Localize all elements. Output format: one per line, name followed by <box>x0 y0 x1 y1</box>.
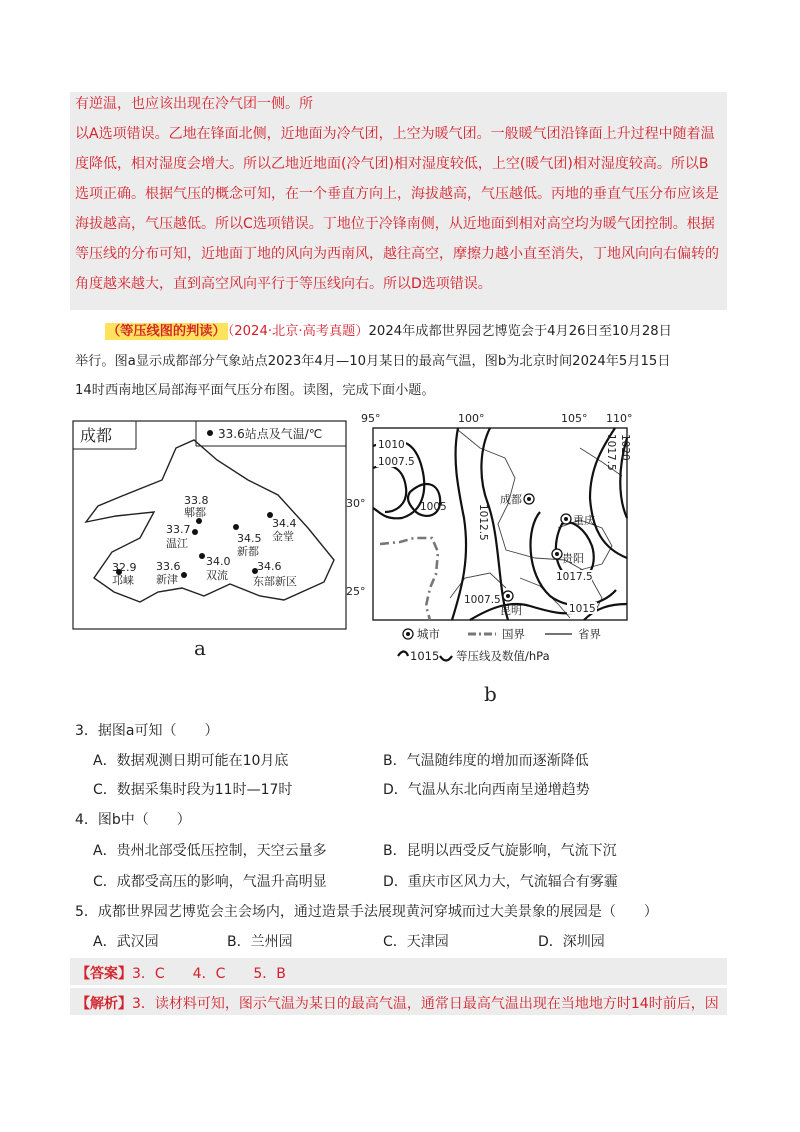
station-temp: 32.9 <box>112 561 137 574</box>
explanation-line: 度降低，相对湿度会增大。所以乙地近地面(冷气团)相对湿度较低，上空(暖气团)相对湿度较高。所以B <box>75 156 709 172</box>
question-3-option-b[interactable]: B．气温随纬度的增加而逐渐降低 <box>383 753 589 769</box>
city-name: 重庆 <box>573 514 595 527</box>
station-name: 新津 <box>156 573 178 586</box>
map-b-caption: b <box>484 682 497 706</box>
station-temp: 34.5 <box>237 532 262 545</box>
explanation-line: 角度越来越大，直到高空风向平行于等压线向右。所以D选项错误。 <box>75 276 492 292</box>
station-name: 双流 <box>206 569 228 582</box>
station-temp: 33.7 <box>166 523 191 536</box>
station-name: 东部新区 <box>253 575 297 588</box>
isobar-label: 1012.5 <box>477 504 489 541</box>
explanation-line: 以A选项错误。乙地在锋面北侧，近地面为冷气团，上空为暖气团。一般暖气团沿锋面上升过程中随着温 <box>75 126 715 142</box>
legend-isobar: 等压线及数值/hPa <box>456 649 550 663</box>
question-4-stem: 4．图b中（ ） <box>75 812 191 828</box>
station-temp: 34.6 <box>257 560 282 573</box>
answer-line <box>76 963 286 983</box>
isobar-label: 1017.5 <box>556 571 593 583</box>
intro-line-2: 举行。图a显示成都部分气象站点2023年4月—10月某日的最高气温，图b为北京时间2024年5月15日 <box>75 354 671 369</box>
city-name: 贵阳 <box>562 552 584 565</box>
legend-isobar-sample: 1015 <box>410 649 440 663</box>
question-5-stem: 5．成都世界园艺博览会主会场内，通过造景手法展现黄河穿城而过大美景象的展园是（ ） <box>75 904 658 920</box>
isobar-label: 1005 <box>420 501 447 513</box>
question-5-option-c[interactable]: C．天津园 <box>383 934 449 950</box>
station-name: 温江 <box>166 537 188 550</box>
lat-label: 25° <box>346 585 366 598</box>
lon-label: 95° <box>361 412 381 425</box>
explanation-line: 海拔越高，气压越低。所以C选项错误。丁地位于冷锋南侧，从近地面到相对高空均为暖气团控制。根据 <box>75 216 715 232</box>
map-b-legend <box>398 627 601 663</box>
lon-label: 100° <box>458 412 485 425</box>
question-4-option-b[interactable]: B．昆明以西受反气旋影响，气流下沉 <box>383 843 617 859</box>
city-name: 成都 <box>500 493 522 506</box>
station-name: 金堂 <box>272 530 294 543</box>
analysis-text: 3．读材料可知，图示气温为某日的最高气温，通常日最高气温出现在当地地方时14时前后，因 <box>132 996 719 1012</box>
intro-line-3: 14时西南地区局部海平面气压分布图。读图，完成下面小题。 <box>75 383 435 398</box>
map-a-title: 成都 <box>80 426 113 445</box>
station-temp: 33.8 <box>184 494 209 507</box>
map-b-isobar <box>340 408 740 708</box>
intro-line-1 <box>105 320 672 339</box>
station-name: 新都 <box>237 545 259 558</box>
isobar-label: 1017.5 <box>605 434 617 471</box>
question-3-stem: 3．据图a可知（ ） <box>75 723 219 739</box>
lon-label: 110° <box>606 412 633 425</box>
station-temp: 34.4 <box>272 517 297 530</box>
station-temp: 33.6 <box>156 560 181 573</box>
city-name: 昆明 <box>500 604 522 617</box>
isobar-label: 1007.5 <box>378 456 415 468</box>
question-4-option-d[interactable]: D．重庆市区风力大，气流辐合有雾霾 <box>383 874 618 890</box>
station-name: 郫都 <box>184 506 206 519</box>
analysis-label: 【解析】 <box>76 996 132 1012</box>
answer-text: 3．C 4．C 5．B <box>132 966 286 982</box>
lon-label: 105° <box>561 412 588 425</box>
map-a-legend: 33.6站点及气温/℃ <box>218 427 323 441</box>
analysis-line <box>76 993 719 1013</box>
question-3-option-c[interactable]: C．数据采集时段为11时—17时 <box>93 782 293 798</box>
topic-tag: （等压线图的判读） <box>107 324 226 339</box>
station-name: 邛崃 <box>112 574 134 587</box>
question-4-option-a[interactable]: A．贵州北部受低压控制，天空云量多 <box>93 843 327 859</box>
legend-national-border: 国界 <box>502 627 525 641</box>
explanation-line: 有逆温，也应该出现在冷气团一侧。所 <box>75 96 313 112</box>
isobar-label: 1020 <box>619 434 631 461</box>
answer-label: 【答案】 <box>76 966 132 982</box>
source-tag: （2024·北京·高考真题） <box>227 324 369 339</box>
legend-city: 城市 <box>417 627 440 641</box>
question-4-option-c[interactable]: C．成都受高压的影响，气温升高明显 <box>93 874 327 890</box>
lat-label: 30° <box>346 497 366 510</box>
question-3-option-a[interactable]: A．数据观测日期可能在10月底 <box>93 753 289 769</box>
question-3-option-d[interactable]: D．气温从东北向西南呈递增趋势 <box>383 782 590 798</box>
question-5-option-d[interactable]: D．深圳园 <box>538 934 605 950</box>
explanation-line: 等压线的分布可知，近地面丁地的风向为西南风，越往高空，摩擦力越小直至消失，丁地风向向右偏转的 <box>75 246 719 262</box>
station-temp: 34.0 <box>206 555 231 568</box>
map-a-caption-label: a <box>194 636 206 660</box>
isobar-label: 1010 <box>378 439 405 451</box>
map-a-chengdu <box>72 420 347 635</box>
isobar-label: 1007.5 <box>464 594 501 606</box>
isobar-label: 1015 <box>569 603 596 615</box>
question-5-option-b[interactable]: B．兰州园 <box>227 934 293 950</box>
intro-text: 2024年成都世界园艺博览会于4月26日至10月28日 <box>368 324 672 339</box>
explanation-line: 选项正确。根据气压的概念可知，在一个垂直方向上，海拔越高，气压越低。丙地的垂直气压分布应该是 <box>75 186 719 202</box>
question-5-option-a[interactable]: A．武汉园 <box>93 934 159 950</box>
legend-provincial-border: 省界 <box>578 627 601 641</box>
